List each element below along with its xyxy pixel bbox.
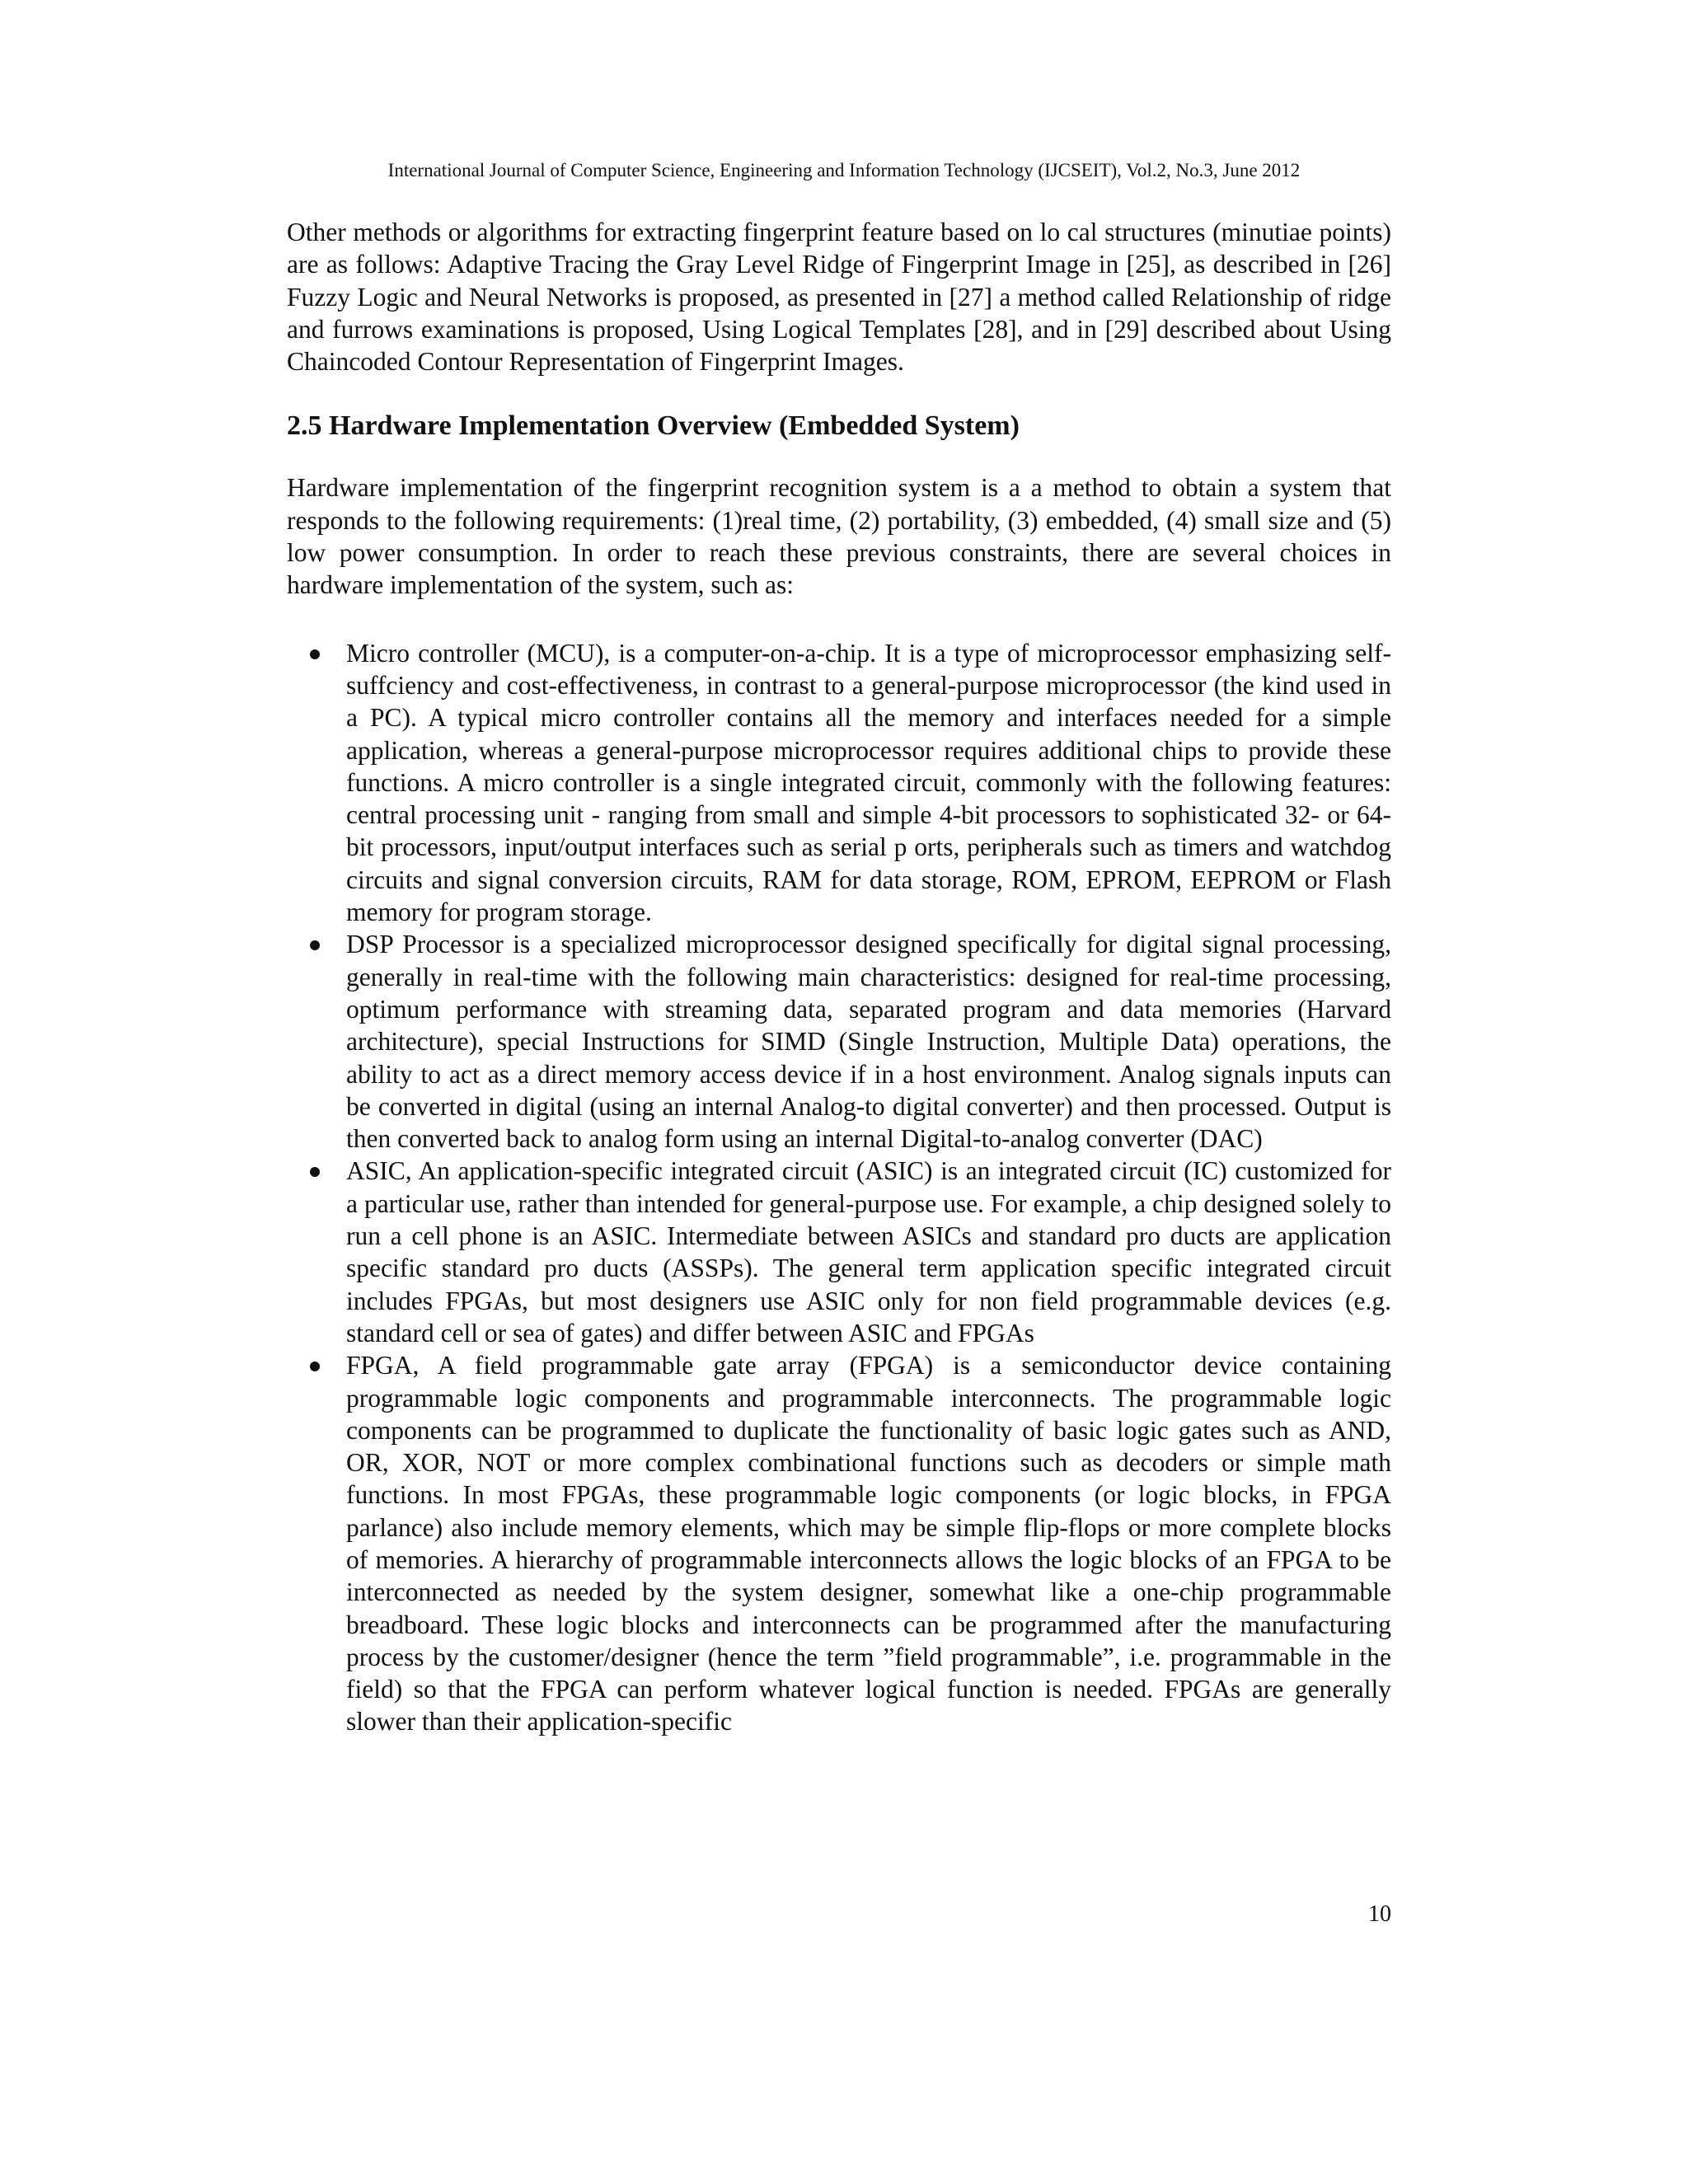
bullet-item-dsp [287,928,1391,1155]
bullet-list [287,637,1391,1738]
bullet-text-fpga: FPGA, A field programmable gate array (FPGA) is a semiconductor device containing programmable logic components and programmable interconnects. The programmable logic components can be programmed to duplicate the functionality of basic logic gates such as AND, OR, XOR, NOT or more complex combinational functions such as decoders or simple math functions. In most FPGAs, these programmable logic components (or logic blocks, in FPGA parlance) also include memory elements, which may be simple flip-flops or more complete blocks of memories. A hierarchy of programmable interconnects allows the logic blocks of an FPGA to be interconnected as needed by the system designer, somewhat like a one-chip programmable breadboard. These logic blocks and interconnects can be programmed after the manufacturing process by the customer/designer (hence the term ”field programmable”, i.e. programmable in the field) so that the FPGA can perform whatever logical function is needed. FPGAs are generally slower than their application-specific [346,1351,1391,1736]
bullet-text-asic: ASIC, An application-specific integrated circuit (ASIC) is an integrated circuit (IC) customized for a particular use, rather than intended for general-purpose use. For example, a chip designed solely to run a cell phone is an ASIC. Intermediate between ASICs and standard pro ducts are application specific standard pro ducts (ASSPs). The general term application specific integrated circuit includes FPGAs, but most designers use ASIC only for non field programmable devices (e.g. standard cell or sea of gates) and differ between ASIC and FPGAs [346,1156,1391,1347]
bullet-item-mcu [287,637,1391,929]
intro-paragraph: Other methods or algorithms for extracting fingerprint feature based on lo cal structures (minutiae points) are as follows: Adaptive Tracing the Gray Level Ridge of Fingerprint Image in [25], as described in [26] Fuzzy Logic and Neural Networks is proposed, as presented in [27] a method called Relationship of ridge and furrows examinations is proposed, Using Logical Templates [28], and in [29] described about Using Chaincoded Contour Representation of Fingerprint Images. [287,218,1391,377]
bullet-text-mcu: Micro controller (MCU), is a computer-on-a-chip. It is a type of microprocessor emphasizing self-suffciency and cost-effectiveness, in contrast to a general-purpose microprocessor (the kind used in a PC). A typical micro controller contains all the memory and interfaces needed for a simple application, whereas a general-purpose microprocessor requires additional chips to provide these functions. A micro controller is a single integrated circuit, commonly with the following features: central processing unit - ranging from small and simple 4-bit processors to sophisticated 32- or 64-bit processors, input/output interfaces such as serial p orts, peripherals such as timers and watchdog circuits and signal conversion circuits, RAM for data storage, ROM, EPROM, EEPROM or Flash memory for program storage. [346,638,1391,927]
bullet-icon [310,1167,320,1177]
bullet-icon [310,649,320,659]
running-header: International Journal of Computer Science, Engineering and Information Technology (IJCSEIT), Vol.2, No.3, June 2012 [387,160,1301,180]
bullet-item-asic [287,1155,1391,1349]
bullet-text-dsp: DSP Processor is a specialized microprocessor designed specifically for digital signal processing, generally in real-time with the following main characteristics: designed for real-time processing, optimum performance with streaming data, separated program and data memories (Harvard architecture), special Instructions for SIMD (Single Instruction, Multiple Data) operations, the ability to act as a direct memory access device if in a host environment. Analog signals inputs can be converted in digital (using an internal Analog-to digital converter) and then processed. Output is then converted back to analog form using an internal Digital-to-analog converter (DAC) [346,930,1391,1154]
section-heading: 2.5 Hardware Implementation Overview (Embedded System) [287,410,1020,442]
bullet-item-fpga [287,1349,1391,1738]
bullet-icon [310,940,320,950]
bullet-icon [310,1361,320,1371]
page-content [287,216,1391,1738]
section-paragraph: Hardware implementation of the fingerprint recognition system is a a method to obtain a system that responds to the following requirements: (1)real time, (2) portability, (3) embedded, (4) small size and (5) low power consumption. In order to reach these previous constraints, there are several choices in hardware implementation of the system, such as: [287,473,1391,600]
page-number: 10 [1368,1901,1391,1927]
